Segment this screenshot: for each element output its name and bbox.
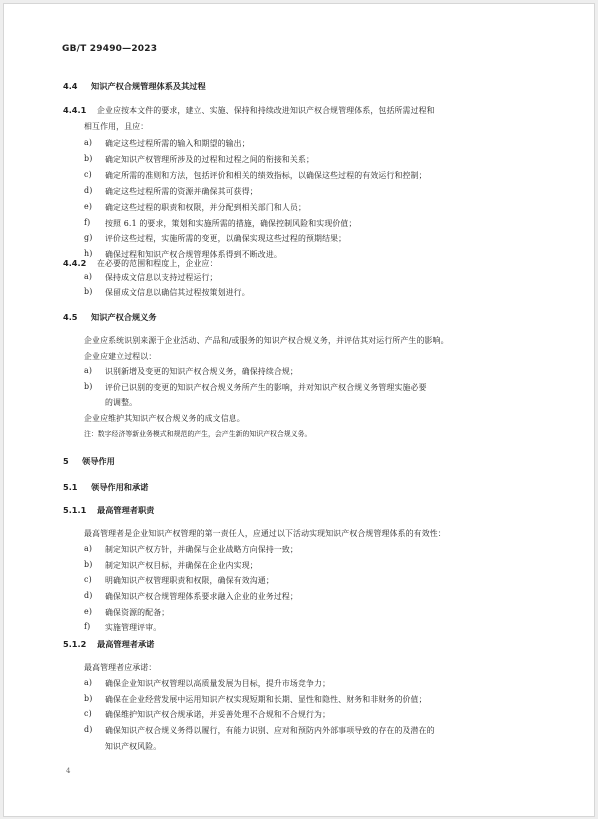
paragraph: 企业应维护其知识产权合规义务的成文信息。 (84, 414, 245, 423)
list-item-text: 明确知识产权管理职责和权限，确保有效沟通； (105, 576, 274, 585)
list-item-text: 确保资源的配备； (105, 608, 170, 617)
paragraph: 企业应系统识别来源于企业活动、产品和/或服务的知识产权合规义务，并评估其对运行所产生的影响。 (84, 336, 449, 345)
list-item-text: 保留成文信息以确信其过程按策划进行。 (105, 288, 250, 297)
list-item-text: 确定所需的准则和方法，包括评价和相关的绩效指标，以确保这些过程的有效运行和控制； (105, 171, 427, 180)
list-item-label: h) (84, 249, 93, 258)
list-item-label: g) (84, 233, 93, 242)
clause-number: 4.4.2 (63, 258, 87, 268)
section-title: 知识产权合规管理体系及其过程 (91, 81, 206, 91)
list-item-label: b) (84, 560, 93, 569)
clause-text: 企业应按本文件的要求，建立、实施、保持和持续改进知识产权合规管理体系，包括所需过程和 (97, 106, 435, 115)
paragraph: 最高管理者应承诺： (84, 663, 157, 672)
subsection-number: 5.1 (63, 482, 78, 492)
list-item-label: b) (84, 287, 93, 296)
clause-number: 4.4.1 (63, 105, 87, 115)
list-item-label: f) (84, 218, 91, 227)
page-header-standard-code: GB/T 29490—2023 (62, 44, 158, 54)
list-item-text: 识别新增及变更的知识产权合规义务，确保持续合规； (105, 367, 298, 376)
list-item-text: 确定这些过程所需的资源并确保其可获得； (105, 187, 258, 196)
list-item-text: 确保维护知识产权合规承诺，并妥善处理不合规和不合规行为； (105, 710, 331, 719)
list-item-text: 制定知识产权方针，并确保与企业战略方向保持一致； (105, 545, 298, 554)
list-item-label: e) (84, 202, 93, 211)
clause-number: 5.1.2 (63, 639, 87, 649)
note-text: 注：数字经济等新业务模式和规范的产生，会产生新的知识产权合规义务。 (84, 430, 312, 438)
section-title: 领导作用 (82, 456, 115, 466)
list-item-label: c) (84, 170, 92, 179)
list-item-label: d) (84, 591, 93, 600)
list-item-label: d) (84, 186, 93, 195)
paragraph: 最高管理者是企业知识产权管理的第一责任人，应通过以下活动实现知识产权合规管理体系的有效性： (84, 529, 446, 538)
section-number: 4.4 (63, 81, 78, 91)
list-item-text: 确定这些过程的职责和权限，并分配到相关部门和人员； (105, 203, 307, 212)
list-item-label: c) (84, 709, 92, 718)
list-item-text: 的调整。 (105, 398, 138, 407)
list-item-label: a) (84, 272, 93, 281)
list-item-text: 确定知识产权管理所涉及的过程和过程之间的衔接和关系； (105, 155, 315, 164)
clause-number: 5.1.1 (63, 505, 87, 515)
list-item-text: 确保知识产权合规管理体系要求融入企业的业务过程； (105, 592, 298, 601)
list-item-text: 评价已识别的变更的知识产权合规义务所产生的影响，并对知识产权合规义务管理实施必要 (105, 383, 427, 392)
list-item-text: 评价这些过程，实施所需的变更，以确保实现这些过程的预期结果； (105, 234, 347, 243)
clause-text: 在必要的范围和程度上，企业应： (97, 259, 218, 268)
list-item-text: 确保过程和知识产权合规管理体系得到不断改进。 (105, 250, 282, 259)
list-item-text: 确定这些过程所需的输入和期望的输出； (105, 139, 250, 148)
list-item-text: 确保企业知识产权管理以高质量发展为目标，提升市场竞争力； (105, 679, 331, 688)
list-item-label: e) (84, 607, 93, 616)
list-item-text: 按照 6.1 的要求，策划和实施所需的措施，确保控制风险和实现价值； (105, 219, 357, 228)
list-item-label: a) (84, 366, 93, 375)
list-item-text: 制定知识产权目标，并确保在企业内实现； (105, 561, 258, 570)
clause-title: 最高管理者承诺 (97, 639, 155, 649)
clause-text: 相互作用，且应： (84, 122, 149, 131)
list-item-label: a) (84, 678, 93, 687)
section-title: 知识产权合规义务 (91, 312, 157, 322)
list-item-text: 确保知识产权合规义务得以履行，有能力识别、应对和预防内外部事项导致的存在的及潜在的 (105, 726, 435, 735)
list-item-text: 实施管理评审。 (105, 623, 162, 632)
list-item-label: c) (84, 575, 92, 584)
list-item-label: b) (84, 382, 93, 391)
list-item-label: a) (84, 138, 93, 147)
section-number: 5 (63, 456, 69, 466)
list-item-text: 确保在企业经营发展中运用知识产权实现短期和长期、显性和隐性、财务和非财务的价值； (105, 695, 427, 704)
page-number: 4 (66, 767, 71, 775)
list-item-label: a) (84, 544, 93, 553)
clause-title: 最高管理者职责 (97, 505, 155, 515)
section-number: 4.5 (63, 312, 78, 322)
list-item-text: 知识产权风险。 (105, 742, 162, 751)
list-item-label: b) (84, 694, 93, 703)
list-item-label: b) (84, 154, 93, 163)
list-item-label: d) (84, 725, 93, 734)
paragraph: 企业应建立过程以： (84, 352, 157, 361)
list-item-label: f) (84, 622, 91, 631)
subsection-title: 领导作用和承诺 (91, 482, 149, 492)
list-item-text: 保持成文信息以支持过程运行； (105, 273, 218, 282)
